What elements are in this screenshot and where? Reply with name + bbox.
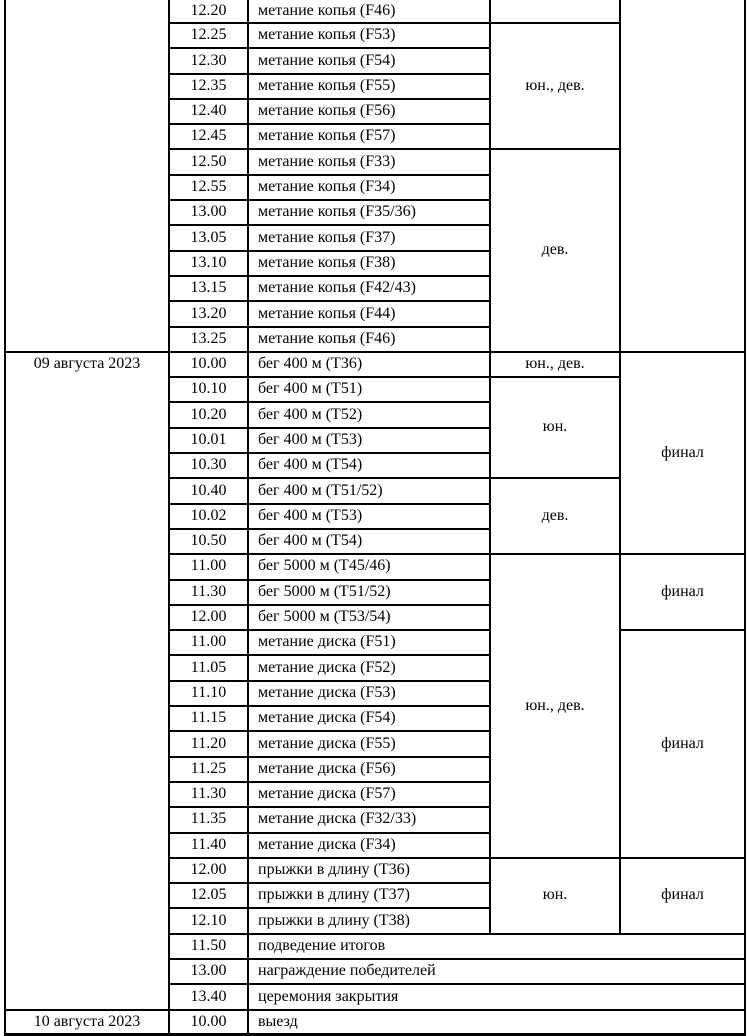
event-cell: метание копья (F56) bbox=[248, 99, 490, 124]
event-cell: бег 5000 м (Т53/54) bbox=[248, 605, 490, 630]
event-cell: метание копья (F38) bbox=[248, 251, 490, 276]
time-cell: 12.20 bbox=[169, 0, 248, 23]
event-cell: награждение победителей bbox=[248, 959, 745, 984]
stage-cell: финал bbox=[620, 630, 745, 858]
time-cell: 10.00 bbox=[169, 352, 248, 377]
event-cell: метание копья (F42/43) bbox=[248, 276, 490, 301]
event-cell: метание диска (F57) bbox=[248, 782, 490, 807]
event-cell: прыжки в длину (Т38) bbox=[248, 908, 490, 933]
event-cell: метание копья (F35/36) bbox=[248, 200, 490, 225]
event-cell: прыжки в длину (Т37) bbox=[248, 883, 490, 908]
time-cell: 12.00 bbox=[169, 605, 248, 630]
time-cell: 13.05 bbox=[169, 225, 248, 250]
time-cell: 11.25 bbox=[169, 757, 248, 782]
event-cell: выезд bbox=[248, 1010, 745, 1035]
time-cell: 12.30 bbox=[169, 48, 248, 73]
time-cell: 12.25 bbox=[169, 23, 248, 48]
event-cell: бег 400 м (Т53) bbox=[248, 504, 490, 529]
time-cell: 13.00 bbox=[169, 200, 248, 225]
date-cell: 09 августа 2023 bbox=[5, 352, 169, 1010]
schedule-table-body bbox=[5, 0, 745, 1035]
event-cell: метание диска (F32/33) bbox=[248, 807, 490, 832]
stage-cell: финал bbox=[620, 554, 745, 630]
event-cell: метание копья (F46) bbox=[248, 327, 490, 352]
event-cell: метание диска (F51) bbox=[248, 630, 490, 655]
event-cell: метание копья (F55) bbox=[248, 74, 490, 99]
stage-cell bbox=[620, 0, 745, 352]
time-cell: 11.00 bbox=[169, 630, 248, 655]
time-cell: 13.10 bbox=[169, 251, 248, 276]
event-cell: метание копья (F46) bbox=[248, 0, 490, 23]
stage-cell: финал bbox=[620, 858, 745, 934]
event-cell: прыжки в длину (Т36) bbox=[248, 858, 490, 883]
schedule-table bbox=[4, 0, 746, 1036]
group-cell: юн., дев. bbox=[490, 23, 620, 149]
time-cell: 13.40 bbox=[169, 984, 248, 1009]
time-cell: 11.35 bbox=[169, 807, 248, 832]
time-cell: 10.10 bbox=[169, 377, 248, 402]
time-cell: 11.20 bbox=[169, 731, 248, 756]
time-cell: 11.10 bbox=[169, 681, 248, 706]
time-cell: 13.25 bbox=[169, 327, 248, 352]
time-cell: 10.02 bbox=[169, 504, 248, 529]
time-cell: 12.45 bbox=[169, 124, 248, 149]
time-cell: 11.00 bbox=[169, 554, 248, 579]
time-cell: 10.30 bbox=[169, 453, 248, 478]
time-cell: 12.50 bbox=[169, 149, 248, 174]
time-cell: 11.30 bbox=[169, 782, 248, 807]
group-cell bbox=[490, 0, 620, 23]
event-cell: церемония закрытия bbox=[248, 984, 745, 1009]
time-cell: 12.55 bbox=[169, 175, 248, 200]
event-cell: метание диска (F56) bbox=[248, 757, 490, 782]
event-cell: подведение итогов bbox=[248, 934, 745, 959]
event-cell: бег 400 м (Т52) bbox=[248, 402, 490, 427]
time-cell: 13.20 bbox=[169, 301, 248, 326]
table-row bbox=[5, 1010, 745, 1035]
table-row bbox=[5, 0, 745, 23]
time-cell: 12.40 bbox=[169, 99, 248, 124]
event-cell: метание копья (F54) bbox=[248, 48, 490, 73]
event-cell: метание копья (F44) bbox=[248, 301, 490, 326]
event-cell: метание диска (F54) bbox=[248, 706, 490, 731]
time-cell: 13.00 bbox=[169, 959, 248, 984]
time-cell: 13.15 bbox=[169, 276, 248, 301]
time-cell: 11.50 bbox=[169, 934, 248, 959]
time-cell: 11.15 bbox=[169, 706, 248, 731]
time-cell: 12.05 bbox=[169, 883, 248, 908]
group-cell: дев. bbox=[490, 149, 620, 351]
time-cell: 11.30 bbox=[169, 580, 248, 605]
event-cell: метание диска (F52) bbox=[248, 655, 490, 680]
time-cell: 11.05 bbox=[169, 655, 248, 680]
event-cell: метание диска (F34) bbox=[248, 833, 490, 858]
time-cell: 10.00 bbox=[169, 1010, 248, 1035]
event-cell: метание копья (F53) bbox=[248, 23, 490, 48]
event-cell: метание копья (F57) bbox=[248, 124, 490, 149]
event-cell: метание копья (F34) bbox=[248, 175, 490, 200]
time-cell: 10.20 bbox=[169, 402, 248, 427]
event-cell: бег 400 м (Т51) bbox=[248, 377, 490, 402]
event-cell: метание диска (F55) bbox=[248, 731, 490, 756]
date-cell: 10 августа 2023 bbox=[5, 1010, 169, 1035]
event-cell: бег 5000 м (Т51/52) bbox=[248, 580, 490, 605]
event-cell: метание копья (F37) bbox=[248, 225, 490, 250]
event-cell: метание диска (F53) bbox=[248, 681, 490, 706]
time-cell: 10.40 bbox=[169, 478, 248, 503]
table-row bbox=[5, 352, 745, 377]
event-cell: метание копья (F33) bbox=[248, 149, 490, 174]
time-cell: 12.10 bbox=[169, 908, 248, 933]
group-cell: юн., дев. bbox=[490, 554, 620, 858]
event-cell: бег 5000 м (Т45/46) bbox=[248, 554, 490, 579]
event-cell: бег 400 м (Т51/52) bbox=[248, 478, 490, 503]
event-cell: бег 400 м (Т53) bbox=[248, 428, 490, 453]
time-cell: 11.40 bbox=[169, 833, 248, 858]
time-cell: 10.01 bbox=[169, 428, 248, 453]
time-cell: 12.00 bbox=[169, 858, 248, 883]
event-cell: бег 400 м (Т36) bbox=[248, 352, 490, 377]
time-cell: 12.35 bbox=[169, 74, 248, 99]
event-cell: бег 400 м (Т54) bbox=[248, 529, 490, 554]
group-cell: юн. bbox=[490, 858, 620, 934]
group-cell: юн., дев. bbox=[490, 352, 620, 377]
date-cell bbox=[5, 0, 169, 352]
event-cell: бег 400 м (Т54) bbox=[248, 453, 490, 478]
stage-cell: финал bbox=[620, 352, 745, 554]
group-cell: юн. bbox=[490, 377, 620, 478]
time-cell: 10.50 bbox=[169, 529, 248, 554]
group-cell: дев. bbox=[490, 478, 620, 554]
